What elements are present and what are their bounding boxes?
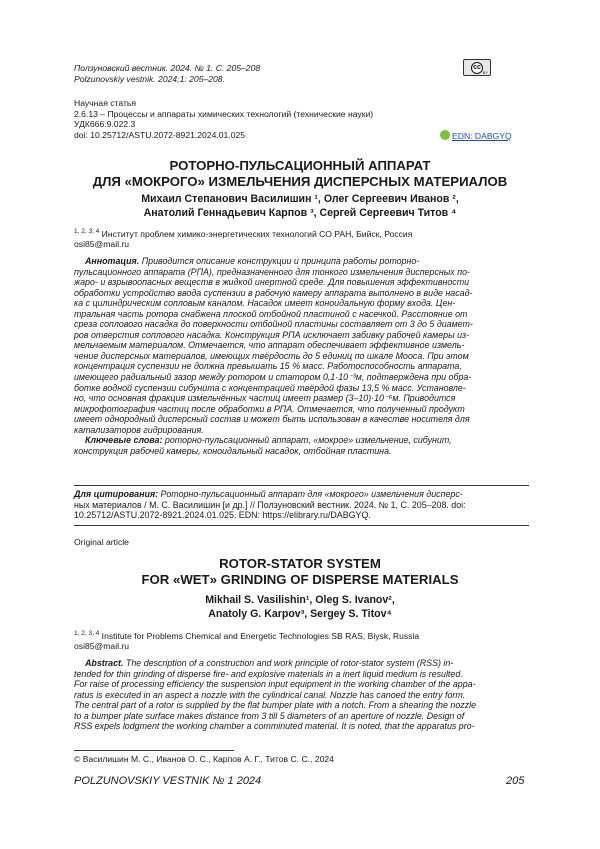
title-en-line-1: ROTOR-STATOR SYSTEM	[219, 556, 381, 571]
citation-en: Polzunovskiy vestnik. 2024;1: 205–208.	[74, 73, 225, 84]
abstract-en-line-3: ratus is executed in an aspect a nozzle with the cylindrical canal. Nozzle has canoed the entry form.	[74, 689, 466, 700]
cc-icon: cc	[471, 62, 483, 74]
divider-cite-top	[74, 485, 529, 486]
title-en	[60, 556, 540, 588]
by-label: BY	[482, 70, 488, 75]
affiliation-en-sup: 1, 2, 3, 4	[74, 630, 100, 637]
header-citation	[74, 63, 414, 84]
abstract-ru-line-2: жаро- и взрывоопасных веществ в жидкой инертной среде. Для повышения эффективности	[74, 277, 470, 288]
authors-ru-line-1: Михаил Степанович Василишин ¹, Олег Сергеевич Иванов ²,	[141, 193, 459, 205]
citation-ru: Ползуновский вестник. 2024. № 1. С. 205–208	[74, 63, 261, 73]
abstract-ru	[74, 256, 529, 456]
title-ru	[60, 158, 540, 190]
doi: doi: 10.25712/ASTU.2072-8921.2024.01.025	[74, 129, 246, 140]
abstract-ru-line-5: тральная часть ротора снабжена плоской отбойной пластиной с насечкой. Расстояние от	[74, 308, 468, 319]
abstract-en-label: Abstract.	[85, 658, 124, 668]
edn-link-block[interactable]	[440, 130, 512, 142]
abstract-ru-line-13: но, что основная фракция измельчённых частиц имеет размер (3–10)·10⁻⁶м. Приводится	[74, 393, 456, 404]
abstract-en-line-4: The central part of a rotor is supplied by the flat bumper plate with a notch. From a shearing the nozzle	[74, 700, 477, 711]
cc-license-badge[interactable]	[463, 59, 491, 76]
authors-en-line-1: Mikhail S. Vasilishin¹, Oleg S. Ivanov²,	[205, 594, 395, 606]
email-en: osi85@mail.ru	[74, 641, 130, 652]
edn-icon	[440, 130, 450, 140]
affiliation-ru-text: Институт проблем химико-энергетических технологий СО РАН, Бийск, Россия	[99, 228, 413, 239]
abstract-ru-line-10: концентрация суспензии не должна превышать 15 % масс. Работоспособность аппарата,	[74, 361, 462, 372]
keywords-ru-line-0: роторно-пульсационный аппарат, «мокрое» измельчение, сибунит,	[162, 435, 452, 446]
affiliation-ru-sup: 1, 2, 3, 4	[74, 228, 100, 235]
abstract-en-line-0: The description of a construction and work principle of rotor-stator system (RSS) in-	[123, 658, 454, 668]
authors-en-line-2: Anatoly G. Karpov³, Sergey S. Titov⁴	[208, 607, 392, 620]
abstract-en	[74, 658, 529, 732]
authors-ru-line-2: Анатолий Геннадьевич Карпов ³, Сергей Сергеевич Титов ⁴	[143, 206, 457, 219]
affiliation-ru	[74, 227, 544, 250]
footer-page-number: 205	[506, 775, 525, 787]
article-type-ru: Научная статья	[74, 98, 137, 108]
title-ru-line-2: ДЛЯ «МОКРОГО» ИЗМЕЛЬЧЕНИЯ ДИСПЕРСНЫХ МАТЕРИАЛОВ	[92, 174, 508, 189]
abstract-ru-line-6: среза соплового насадка до поверхности отбойной пластины составляет от 3 до 5 диамет-	[74, 319, 473, 330]
affiliation-en-text: Institute for Problems Chemical and Energetic Technologies SB RAS, Biysk, Russia	[99, 630, 420, 641]
cite-line-0: Роторно-пульсационный аппарат для «мокрого» измельчения дисперс-	[158, 489, 463, 499]
cite-block	[74, 489, 529, 521]
footer-journal: POLZUNOVSKIY VESTNIK № 1 2024	[74, 775, 262, 787]
edn-link[interactable]: EDN: DABGYQ	[452, 131, 512, 141]
authors-ru	[60, 193, 540, 220]
abstract-en-line-5: to a bumper plate surface makes distance from 3 till 5 diameters of an aperture of nozzle. Design of	[74, 710, 465, 721]
keywords-ru-label: Ключевые слова:	[85, 435, 163, 446]
specialty: 2.6.13 – Процессы и аппараты химических технологий (технические науки)	[74, 108, 374, 119]
copyright: © Василишин М. С., Иванов О. С., Карпов А. Г., Титов С. С., 2024	[74, 754, 334, 764]
affiliation-en	[74, 629, 544, 652]
abstract-ru-line-11: имеющего радиальный зазор между ротором и статором 0,1·10⁻³м, подтверждена при обра-	[74, 372, 472, 383]
abstract-en-line-6: RSS expels lodgment the working chamber a comminuted material. It is noted, that the apparatus pro-	[74, 721, 475, 732]
cite-line-1: ных материалов / М. С. Василишин [и др.] // Ползуновский вестник. 2024. № 1, С. 205–208. doi:	[74, 499, 466, 510]
article-type-en: Original article	[74, 537, 129, 547]
abstract-ru-line-1: пульсационного аппарата (РПА), предназначенного для тонкого измельчения дисперсных по-	[74, 266, 470, 277]
title-en-line-2: FOR «WET» GRINDING OF DISPERSE MATERIALS	[141, 572, 459, 587]
authors-en	[60, 594, 540, 621]
title-ru-line-1: РОТОРНО-ПУЛЬСАЦИОННЫЙ АППАРАТ	[169, 158, 431, 173]
udc: УДК666.9.022.3	[74, 119, 136, 130]
abstract-ru-line-12: ботке водной суспензии сибунита с концентрацией твёрдой фазы 13,5 % масс. Установле-	[74, 382, 466, 393]
abstract-en-line-2: For raise of processing efficiency the suspension input equipment in the working chamber of the appa-	[74, 679, 476, 690]
abstract-ru-line-7: ров отверстия соплового насадка. Конструкция РПА исключает забивку рабочей камеры из-	[74, 329, 470, 340]
abstract-ru-line-4: ка с цилиндрическим сопловым каналом. Насадок имеет коноидальную форму входа. Цен-	[74, 298, 456, 309]
abstract-ru-line-15: имеет однородный дисперсный состав и может быть использован в качестве носителя для	[74, 414, 470, 425]
cite-label: Для цитирования:	[74, 489, 159, 499]
abstract-ru-line-0: Приводится описание конструкции и принципа работы роторно-	[139, 256, 420, 266]
abstract-ru-label: Аннотация.	[85, 256, 140, 266]
abstract-ru-line-16: катализаторов гидрирования.	[74, 424, 204, 435]
footnote-divider	[74, 750, 234, 751]
abstract-en-line-1: tended for thin grinding of disperse fire- and explosive materials in a inert liquid medium is resulted.	[74, 668, 463, 679]
cite-line-2: 10.25712/ASTU.2072-8921.2024.01.025. EDN: https://elibrary.ru/DABGYQ.	[74, 510, 371, 521]
abstract-ru-line-3: обработки устройство ввода суспензии в рабочую камеру аппарата выполнено в виде насад-	[74, 287, 473, 298]
abstract-ru-line-8: мельчаемым материалом. Отмечается, что аппарат обеспечивает эффективное измель-	[74, 340, 465, 351]
abstract-ru-line-14: микрофотография частиц после обработки в РПА. Отмечается, что полученный продукт	[74, 403, 465, 414]
keywords-ru-line-1: конструкция рабочей камеры, коноидальный насадок, отбойная пластина.	[74, 445, 392, 456]
abstract-ru-line-9: чение дисперсных материалов, имеющих твёрдость до 5 единиц по шкале Мооса. При этом	[74, 350, 469, 361]
email-ru: osi85@mail.ru	[74, 239, 130, 250]
divider-cite-bottom	[74, 525, 529, 526]
